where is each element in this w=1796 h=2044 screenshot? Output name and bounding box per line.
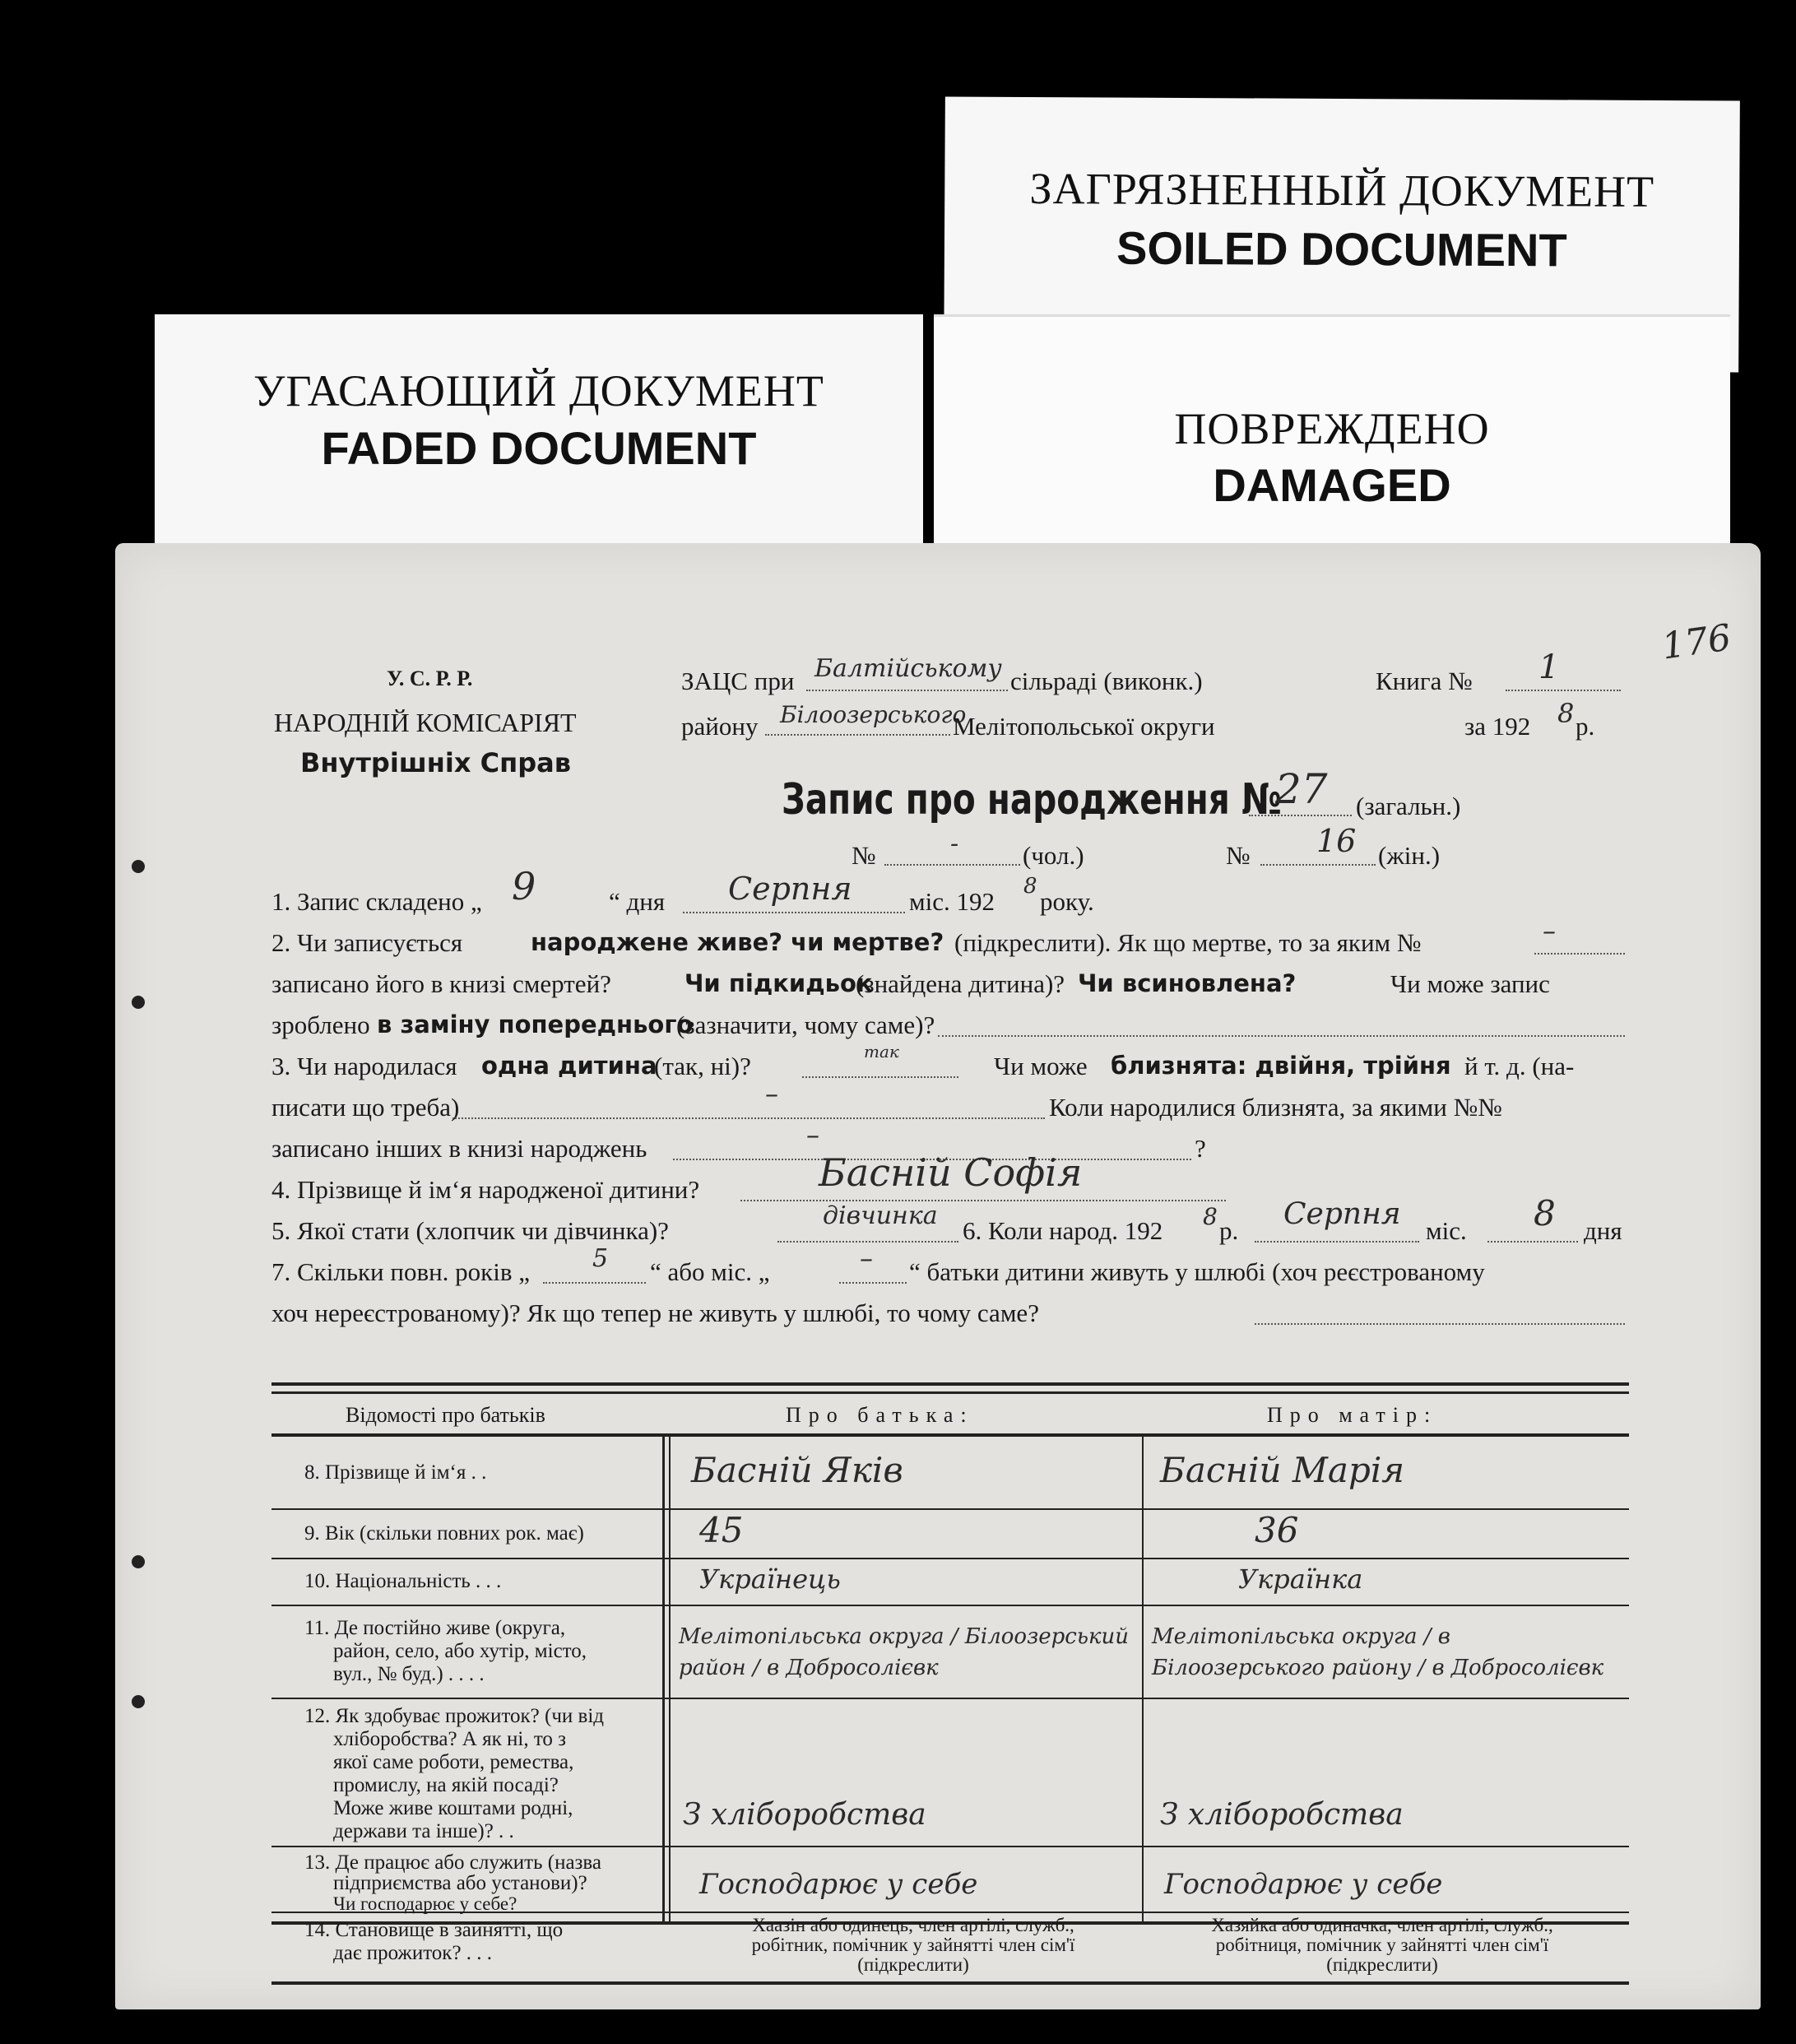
district-handwritten: Білоозерського bbox=[780, 701, 967, 728]
q1-text-c: міс. 192 bbox=[909, 887, 995, 916]
soiled-label-ru: ЗАГРЯЗНЕННЫЙ ДОКУМЕНТ bbox=[1029, 164, 1655, 216]
q1-year-handwritten: 8 bbox=[1023, 874, 1037, 899]
table-rule bbox=[271, 1382, 1629, 1386]
q7-text-c: “ батьки дитини живуть у шлюбі (хоч реєстрованому bbox=[909, 1257, 1485, 1286]
q1-text-b: “ дня bbox=[609, 887, 666, 916]
dotted-line bbox=[884, 864, 1020, 866]
q2-text-e: Чи підкидьок bbox=[685, 969, 873, 997]
dotted-line bbox=[839, 1282, 907, 1284]
mother-status-line-3: (підкреслити) bbox=[1326, 1954, 1438, 1975]
row-label-work-1: 13. Де працює або служить (назва bbox=[304, 1851, 601, 1874]
q3-handwritten: так bbox=[864, 1042, 899, 1061]
q3-text-j: ? bbox=[1195, 1134, 1206, 1163]
q4-text: 4. Прізвище й ім‘я народженої дитини? bbox=[271, 1175, 700, 1204]
q3-text-c: (так, ні)? bbox=[654, 1052, 751, 1080]
punch-hole bbox=[132, 1555, 145, 1568]
table-rule bbox=[271, 1846, 1629, 1847]
table-rule bbox=[271, 1981, 1629, 1985]
row-label-livelihood-3: якої саме роботи, ремества, bbox=[333, 1751, 574, 1773]
council-handwritten: Балтійському bbox=[814, 654, 1002, 683]
soiled-label-en: SOILED DOCUMENT bbox=[1116, 221, 1567, 276]
row-label-livelihood-6: держави та інше)? . . bbox=[333, 1820, 514, 1842]
row-label-residence-1: 11. Де постійно живе (округа, bbox=[304, 1617, 566, 1639]
row-label-livelihood-2: хліборобства? А як ні, то з bbox=[333, 1728, 567, 1750]
mother-work: Господарює у себе bbox=[1164, 1868, 1443, 1901]
father-status-line-3: (підкреслити) bbox=[857, 1954, 969, 1975]
parents-table bbox=[271, 1382, 1629, 1932]
corner-number: 176 bbox=[1659, 616, 1734, 668]
dotted-line bbox=[452, 1117, 1045, 1119]
female-number-handwritten: 16 bbox=[1316, 823, 1357, 859]
row-label-work-3: Чи господарює у себе? bbox=[333, 1893, 517, 1914]
general-label: (загальн.) bbox=[1356, 792, 1461, 820]
father-work: Господарює у себе bbox=[699, 1868, 978, 1901]
father-status-line-2: робітник, помічник у зайнятті член сім'ї bbox=[751, 1935, 1075, 1955]
column-header-mother: Про матір: bbox=[1267, 1403, 1438, 1427]
marriage-months-handwritten: – bbox=[860, 1243, 873, 1274]
father-name: Басній Яків bbox=[691, 1450, 903, 1490]
q7-text-a: 7. Скільки повн. років „ bbox=[271, 1257, 530, 1286]
row-label-occupation-2: дає прожиток? . . . bbox=[333, 1942, 493, 1964]
q3-text-f: й т. д. (на- bbox=[1464, 1052, 1575, 1080]
dotted-line bbox=[765, 734, 950, 736]
q3-text-e: близнята: двійня, трійня bbox=[1111, 1052, 1451, 1080]
dotted-line bbox=[740, 1200, 1226, 1201]
father-status-line-1: Хаазін або одинець, член артілі, служб., bbox=[752, 1915, 1074, 1935]
commissariat-title: НАРОДНІЙ КОМІСАРІЯТ bbox=[274, 708, 577, 737]
q2-handwritten: – bbox=[1543, 915, 1556, 946]
row-label-work-2: підприємства або установи)? bbox=[333, 1872, 587, 1894]
row-label-name: 8. Прізвище й ім‘я . . bbox=[304, 1461, 487, 1484]
father-status-options bbox=[683, 1916, 1144, 1975]
row-label-residence-3: вул., № буд.) . . . . bbox=[333, 1663, 485, 1685]
year-suffix: р. bbox=[1576, 712, 1595, 741]
q1-month-handwritten: Серпня bbox=[728, 871, 852, 907]
faded-label-en: FADED DOCUMENT bbox=[321, 422, 757, 474]
dotted-line bbox=[1249, 815, 1352, 816]
q2-text-g: Чи всиновлена? bbox=[1078, 969, 1297, 997]
table-rule bbox=[271, 1558, 1629, 1559]
table-rule bbox=[271, 1698, 1629, 1699]
mother-nationality: Українка bbox=[1238, 1563, 1363, 1595]
father-age: 45 bbox=[699, 1510, 744, 1550]
q5-text: 5. Якої стати (хлопчик чи дівчинка)? bbox=[271, 1216, 669, 1245]
q7-text-b: “ або міс. „ bbox=[650, 1257, 770, 1286]
q6-text-d: дня bbox=[1584, 1216, 1622, 1245]
row-label-livelihood-5: Може живе коштами родні, bbox=[333, 1797, 573, 1819]
damaged-document-card bbox=[934, 314, 1730, 576]
dotted-line bbox=[1506, 690, 1621, 691]
female-no-label: № bbox=[1226, 841, 1251, 870]
marriage-years-handwritten: 5 bbox=[592, 1244, 609, 1273]
child-sex-handwritten: дівчинка bbox=[823, 1201, 938, 1230]
mother-livelihood: З хліборобства bbox=[1160, 1798, 1404, 1832]
council-suffix: сільраді (виконк.) bbox=[1010, 667, 1203, 695]
row-label-age: 9. Вік (скільки повних рок. має) bbox=[304, 1522, 584, 1545]
column-header-father: Про батька: bbox=[786, 1403, 974, 1427]
male-no-label: № bbox=[852, 841, 876, 870]
dotted-line bbox=[806, 690, 1008, 691]
row-label-occupation-1: 14. Становище в зайнятті, що bbox=[304, 1919, 564, 1941]
department-title: Внутрішніх Справ bbox=[300, 747, 571, 778]
q6-text-a: 6. Коли народ. 192 bbox=[963, 1216, 1163, 1245]
mother-name: Басній Марія bbox=[1160, 1450, 1405, 1490]
q3-text-b: одна дитина bbox=[481, 1052, 657, 1080]
dotted-line bbox=[1534, 953, 1625, 955]
birth-year-handwritten: 8 bbox=[1203, 1203, 1218, 1230]
dotted-line bbox=[938, 1035, 1625, 1037]
birth-day-handwritten: 8 bbox=[1534, 1193, 1556, 1233]
dotted-line bbox=[1255, 1241, 1419, 1243]
table-rule bbox=[271, 1433, 1629, 1437]
damaged-label-ru: ПОВРЕЖДЕНО bbox=[1174, 404, 1490, 453]
punch-hole bbox=[132, 1695, 145, 1708]
dotted-line bbox=[683, 912, 905, 913]
state-abbrev: У. С. Р. Р. bbox=[387, 667, 473, 690]
q1-day-handwritten: 9 bbox=[512, 864, 536, 908]
row-label-livelihood-4: промислу, на якій посаді? bbox=[333, 1774, 559, 1796]
q2-text-f: (знайдена дитина)? bbox=[856, 969, 1065, 998]
zags-prefix: ЗАЦС при bbox=[681, 667, 795, 695]
record-number-handwritten: 27 bbox=[1275, 765, 1328, 813]
q6-text-b: р. bbox=[1219, 1216, 1239, 1245]
mother-status-line-2: робітниця, помічник у зайнятті член сім'ї bbox=[1215, 1935, 1549, 1955]
mother-status-options bbox=[1152, 1916, 1613, 1975]
dotted-line bbox=[802, 1076, 958, 1078]
table-rule bbox=[271, 1508, 1629, 1510]
q3-text-d: Чи може bbox=[994, 1052, 1088, 1080]
q1-text-d: року. bbox=[1040, 887, 1094, 916]
birth-record-sheet bbox=[115, 543, 1761, 2009]
year-prefix: за 192 bbox=[1464, 712, 1531, 741]
mother-age: 36 bbox=[1255, 1510, 1299, 1550]
faded-label-ru: УГАСАЮЩИЙ ДОКУМЕНТ bbox=[253, 366, 824, 416]
q2-text-d: записано його в книзі смертей? bbox=[271, 969, 611, 998]
q3-text-h: Коли народилися близнята, за якими №№ bbox=[1049, 1093, 1502, 1122]
birth-month-handwritten: Серпня bbox=[1283, 1197, 1401, 1231]
dotted-line bbox=[543, 1282, 646, 1284]
female-label: (жін.) bbox=[1378, 841, 1441, 870]
table-column-rule bbox=[1142, 1433, 1144, 1921]
q6-text-c: міс. bbox=[1426, 1216, 1467, 1245]
q2-text-c: (підкреслити). Як що мертве, то за яким № bbox=[954, 928, 1422, 957]
q3-twins-handwritten: – bbox=[765, 1078, 778, 1109]
faded-document-card bbox=[155, 314, 923, 578]
book-number-handwritten: 1 bbox=[1538, 648, 1560, 686]
q2-text-j: в заміну попереднього bbox=[377, 1010, 694, 1038]
damaged-label-en: DAMAGED bbox=[1213, 459, 1451, 511]
mother-residence: Мелітопільська округа / в Білоозерського району / в Добросолієвк bbox=[1152, 1624, 1604, 1680]
book-label: Книга № bbox=[1376, 667, 1473, 695]
row-label-livelihood-1: 12. Як здобуває прожиток? (чи від bbox=[304, 1705, 605, 1727]
punch-hole bbox=[132, 996, 145, 1009]
table-rule bbox=[271, 1391, 1629, 1394]
table-column-rule bbox=[669, 1433, 671, 1921]
child-name-handwritten: Басній Софія bbox=[819, 1150, 1083, 1195]
punch-hole bbox=[132, 860, 145, 873]
q7-text-d: хоч нереєстрованому)? Як що тепер не живуть у шлюбі, то чому саме? bbox=[271, 1298, 1039, 1327]
row-label-residence-2: район, село, або хутір, місто, bbox=[333, 1640, 587, 1662]
q2-text-a: 2. Чи записується bbox=[271, 928, 463, 957]
father-livelihood: З хліборобства bbox=[683, 1798, 926, 1832]
q3-text-a: 3. Чи народилася bbox=[271, 1052, 457, 1080]
record-title: Запис про народження № bbox=[782, 775, 1282, 825]
district-suffix: Мелітопольської округи bbox=[953, 712, 1215, 741]
male-number-handwritten: - bbox=[950, 829, 959, 858]
row-label-nationality: 10. Національність . . . bbox=[304, 1570, 502, 1592]
dotted-line bbox=[1255, 1323, 1625, 1325]
table-column-rule bbox=[662, 1433, 665, 1921]
male-label: (чол.) bbox=[1023, 841, 1084, 870]
column-header-info: Відомості про батьків bbox=[346, 1403, 545, 1427]
table-rule bbox=[271, 1605, 1629, 1606]
q2-text-h: Чи може запис bbox=[1390, 969, 1550, 998]
father-residence: Мелітопільська округа / Білоозерський район / в Добросолієвк bbox=[679, 1624, 1130, 1680]
mother-status-line-1: Хазяйка або одиначка, член артілі, служб., bbox=[1211, 1915, 1553, 1935]
q2-text-b: народжене живе? чи мертве? bbox=[531, 928, 944, 956]
q2-text-k: (зазначити, чому саме)? bbox=[676, 1010, 935, 1039]
q3-text-i: записано інших в книзі народжень bbox=[271, 1134, 647, 1163]
district-prefix: району bbox=[681, 712, 759, 741]
father-nationality: Українець bbox=[699, 1563, 841, 1595]
year-handwritten: 8 bbox=[1557, 698, 1575, 729]
dotted-line bbox=[1487, 1241, 1578, 1243]
q2-text-i: зроблено bbox=[271, 1010, 370, 1039]
dotted-line bbox=[1260, 864, 1376, 866]
q3-text-g: писати що треба) bbox=[271, 1093, 460, 1122]
q3-other-handwritten: – bbox=[806, 1119, 819, 1150]
q1-label: 1. Запис складено „ bbox=[271, 887, 482, 916]
